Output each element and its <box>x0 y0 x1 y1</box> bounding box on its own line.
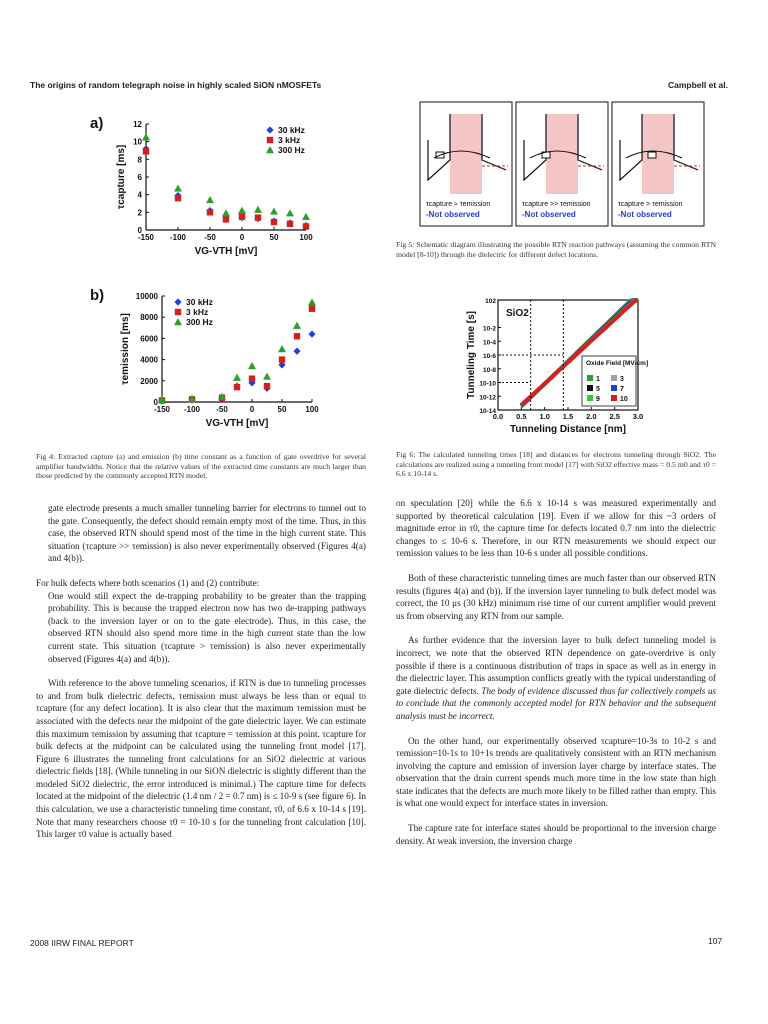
y-tick-label: 2000 <box>140 376 158 386</box>
defect-marker <box>648 152 656 158</box>
legend-marker <box>174 298 181 305</box>
legend-label: 300 Hz <box>278 145 305 155</box>
x-tick-label: 0 <box>249 405 255 414</box>
x-axis-label: VG-VTH [mV] <box>205 418 269 429</box>
data-point <box>293 322 301 329</box>
legend-marker <box>587 375 593 381</box>
fig5-not-observed: -Not observed <box>426 210 480 219</box>
data-point <box>279 356 285 362</box>
legend-marker <box>174 318 182 325</box>
data-point <box>234 384 240 390</box>
dielectric-region <box>450 114 482 194</box>
fig5-not-observed: -Not observed <box>618 210 672 219</box>
data-point <box>143 148 149 154</box>
y-tick-label: 0 <box>153 398 158 407</box>
y-axis-label: Tunneling Time [s] <box>466 311 477 399</box>
x-tick-label: 0.5 <box>516 412 527 421</box>
x-tick-label: 0.0 <box>492 412 504 421</box>
fig4-caption: Fig 4: Extracted capture (a) and emission (b) time constant as a function of gate overdrive for several amplifier bandwidths. Notice that the relative values of the extracted time constants are much larger than those predicted by the commonly accepted RTN model. <box>36 452 366 481</box>
y-tick-label: 10-14 <box>479 408 496 415</box>
panel-a-label: a) <box>90 115 104 132</box>
x-tick-label: -100 <box>183 405 201 414</box>
legend-label: 5 <box>596 386 600 393</box>
data-point <box>239 214 245 220</box>
fig6-caption: Fig 6: The calculated tunneling times [18] and distances for electrons tunneling through SiO2. The calculations are realized using a tunneling front model [17] with SiO2 effective mass = 0.5 m0 and τ0 = 6.6 x 10-14 s. <box>396 450 716 479</box>
legend-label: 10 <box>620 396 628 403</box>
data-point <box>223 216 229 222</box>
legend-marker <box>267 137 273 143</box>
data-point <box>174 184 182 191</box>
legend-label: 9 <box>596 396 600 403</box>
legend-label: 30 kHz <box>186 297 213 307</box>
x-tick-label: 3.0 <box>632 412 644 421</box>
page-number: 107 <box>708 936 723 946</box>
right-paragraph-3a: As further evidence that the inversion layer to bulk defect tunneling model is incorrect, we note that the observed RTN dependence on gate-overdrive is only possible if there is a continuous distribution of traps in space as well as in energy in the dielectric layer. This assumption conflicts greatly with the typical understanding of gate dielectric defects. <box>396 635 716 696</box>
y-tick-label: 4000 <box>140 355 158 365</box>
data-point <box>309 306 315 312</box>
data-point <box>238 207 246 214</box>
left-column <box>36 502 366 841</box>
y-tick-label: 102 <box>485 298 496 305</box>
data-point <box>308 298 316 305</box>
data-point <box>248 362 256 369</box>
y-tick-label: 10-2 <box>482 325 496 333</box>
legend-marker <box>587 395 593 401</box>
legend-marker <box>611 375 617 381</box>
data-point <box>249 375 255 381</box>
data-point <box>271 219 277 225</box>
fig5-caption: Fig 5: Schematic diagram illustrating the possible RTN reaction pathways (assuming the common RTN model [8-10]) through the dielectric for different defect locations. <box>396 240 716 259</box>
data-point <box>175 195 181 201</box>
data-point <box>255 214 261 220</box>
y-tick-label: 10-8 <box>482 366 496 374</box>
data-point <box>264 383 270 389</box>
x-tick-label: -50 <box>216 405 228 414</box>
legend-marker <box>587 385 593 391</box>
x-tick-label: -150 <box>137 233 155 242</box>
x-tick-label: 1.5 <box>562 412 574 421</box>
data-point <box>302 213 310 220</box>
x-tick-label: 2.5 <box>609 412 620 421</box>
legend-label: 3 kHz <box>186 307 209 317</box>
legend-marker <box>266 146 274 153</box>
right-paragraph-1: on speculation [20] while the 6.6 x 10-14 s was measured experimentally and supported by theoretical calculation [19]. Even if we allow for this ~3 orders of magnitude error in τ0, the capture time for defects located 0.7 nm into the dielectric changes to ≤ 10-6 s. Therefore, in our RTN measurements we should expect our τemission values to be less than 10-6 s under all possible conditions. <box>396 498 716 559</box>
data-point <box>207 209 213 215</box>
right-paragraph-3b: The body of evidence discussed thus far collectively compels us to conclude that the commonly accepted model for RTN behavior and the subsequent analysis must be incorrect. <box>396 685 716 721</box>
y-tick-label: 12 <box>133 120 142 129</box>
fig5-condition: τcapture > τemission <box>618 201 683 208</box>
legend-label: 300 Hz <box>186 317 213 327</box>
running-authors: Campbell et al. <box>668 80 728 90</box>
data-point <box>206 196 214 203</box>
fig5-condition: τcapture >> τemission <box>522 201 591 208</box>
x-axis-label: VG-VTH [mV] <box>194 246 258 257</box>
legend-title: Oxide Field [MV/cm] <box>586 360 649 367</box>
left-paragraph-1: gate electrode presents a much smaller tunneling barrier for electrons to tunnel out to the gate. Consequently, the defect should remain empty most of the time. Thus, in this case, the observed RTN should spend most of the time in the high current state. This situation (τcapture >> τemission) is also never experimentally observed (Figures 4(a) and 4(b)). <box>48 503 366 564</box>
panel-b-label: b) <box>90 287 105 304</box>
data-point <box>293 348 300 355</box>
right-paragraph-5: The capture rate for interface states should be proportional to the inversion charge density. At weak inversion, the inversion charge <box>396 823 716 846</box>
fig4a-chart <box>88 110 328 260</box>
data-point <box>222 209 230 216</box>
y-axis-label: τemission [ms] <box>120 313 131 385</box>
fig5-condition: τcapture ≈ τemission <box>426 201 491 208</box>
dielectric-region <box>642 114 674 194</box>
running-title: The origins of random telegraph noise in highly scaled SiON nMOSFETs <box>30 80 322 90</box>
x-tick-label: 0 <box>239 233 245 242</box>
legend-marker <box>611 395 617 401</box>
right-paragraph-2: Both of these characteristic tunneling times are much faster than our observed RTN results (figures 4(a) and (b)). If the inversion layer tunneling to bulk defect model was correct, the 10 μs (30 kHz) minimum rise time of our current amplifier would prevent us from observing any RTN from our sample. <box>396 572 716 621</box>
y-axis-label: τcapture [ms] <box>116 144 127 210</box>
y-tick-label: 10-12 <box>479 394 496 402</box>
left-paragraph-2-head: For bulk defects where both scenarios (1) and (2) contribute: <box>36 577 260 588</box>
y-tick-label: 10-4 <box>482 339 496 347</box>
legend-label: 1 <box>596 376 600 383</box>
legend-marker <box>611 385 617 391</box>
fig5-diagram <box>418 100 718 230</box>
right-paragraph-3 <box>396 634 716 722</box>
data-point <box>233 374 241 381</box>
x-tick-label: -150 <box>153 405 171 414</box>
legend-label: 7 <box>620 386 624 393</box>
data-point <box>142 133 150 140</box>
dielectric-region <box>546 114 578 194</box>
legend-label: 30 kHz <box>278 125 305 135</box>
y-tick-label: 4 <box>137 190 142 200</box>
x-tick-label: 50 <box>269 233 279 242</box>
x-tick-label: 50 <box>277 405 287 414</box>
right-column <box>396 497 716 847</box>
y-tick-label: 8000 <box>140 313 158 323</box>
data-point <box>270 207 278 214</box>
legend-marker <box>266 126 273 133</box>
left-paragraph-2: One would still expect the de-trapping probability to be greater than the trapping probability. This is because the trapped electron now has two de-trapping pathways (back to the inversion layer or on to the gate electrode). Thus, in this case, the observed RTN should also spend more time in the high current state than the low current state. This situation (τcapture > τemission) is also never experimentally observed (Figures 4(a) and 4(b)). <box>48 590 366 664</box>
legend-label: 3 kHz <box>278 135 301 145</box>
x-tick-label: 100 <box>299 233 313 242</box>
inset-label: SiO2 <box>506 308 529 319</box>
data-point <box>287 221 293 227</box>
y-tick-label: 2 <box>137 208 142 218</box>
x-tick-label: 1.0 <box>539 412 550 421</box>
y-tick-label: 0 <box>137 226 142 235</box>
data-point <box>294 333 300 339</box>
x-axis-label: Tunneling Distance [nm] <box>510 424 626 435</box>
y-tick-label: 10-10 <box>479 380 496 388</box>
x-tick-label: -50 <box>204 233 216 242</box>
data-point <box>254 206 262 213</box>
data-point <box>303 223 309 229</box>
data-point <box>263 373 271 380</box>
y-tick-label: 6 <box>137 173 142 182</box>
left-paragraph-3: With reference to the above tunneling scenarios, if RTN is due to tunneling processes to and from bulk dielectric defects, τemission must always be less than or equal to τcapture (for any defect location). It is also clear that the maximum τemission must be associated with the defects near the midpoint of the gate dielectric layer. We can estimate this maximum τemission by assuming that τcapture = τemission at this point. τcapture for bulk defects at the midpoint can be calculated using the tunneling front model [17]. Figure 6 illustrates the tunneling front calculations for an SiO2 dielectric at various dielectric fields [18]. (While tunneling in our SiON dielectric is slightly different than the modeled SiO2 dielectric, the error introduced is minimal.) The capture time for defects located at the midpoint of the dielectric (1.4 nm / 2 = 0.7 nm) is ≤ 10-9 s (see figure 6). In this calculation, we use a characteristic tunneling time constant, τ0, of 6.6 x 10-14 s [19]. Note that many researchers choose τ0 = 10-10 s for the tunneling front calculation [10]. This larger τ0 value is actually based <box>36 678 366 840</box>
y-tick-label: 10000 <box>135 292 158 301</box>
footer-left: 2008 IIRW FINAL REPORT <box>30 938 134 948</box>
fig5-not-observed: -Not observed <box>522 210 576 219</box>
fig6-chart <box>456 290 656 438</box>
data-point <box>308 331 315 338</box>
x-tick-label: 100 <box>305 405 319 414</box>
legend-marker <box>175 309 181 315</box>
x-tick-label: -100 <box>169 233 187 242</box>
x-tick-label: 2.0 <box>586 412 597 421</box>
data-point <box>286 209 294 216</box>
y-tick-label: 6000 <box>140 334 158 344</box>
fig4b-chart <box>88 282 328 442</box>
data-point <box>278 345 286 352</box>
y-tick-label: 10-6 <box>482 353 496 360</box>
legend-label: 3 <box>620 376 624 383</box>
y-tick-label: 8 <box>137 155 142 165</box>
right-paragraph-4: On the other hand, our experimentally observed τcapture=10-3s to 10-2 s and τemission=10-1s to 10+1s trends are qualitatively consistent with an RTN mechanism involving the capture and emission of inversion layer charge by interface states. The observation that the drain current spends much more time in the low state than high state indicates that the defects are much more likely to be filled rather than empty. This is what one would expect for interface states in inversion. <box>396 735 716 809</box>
y-tick-label: 10 <box>133 137 142 147</box>
